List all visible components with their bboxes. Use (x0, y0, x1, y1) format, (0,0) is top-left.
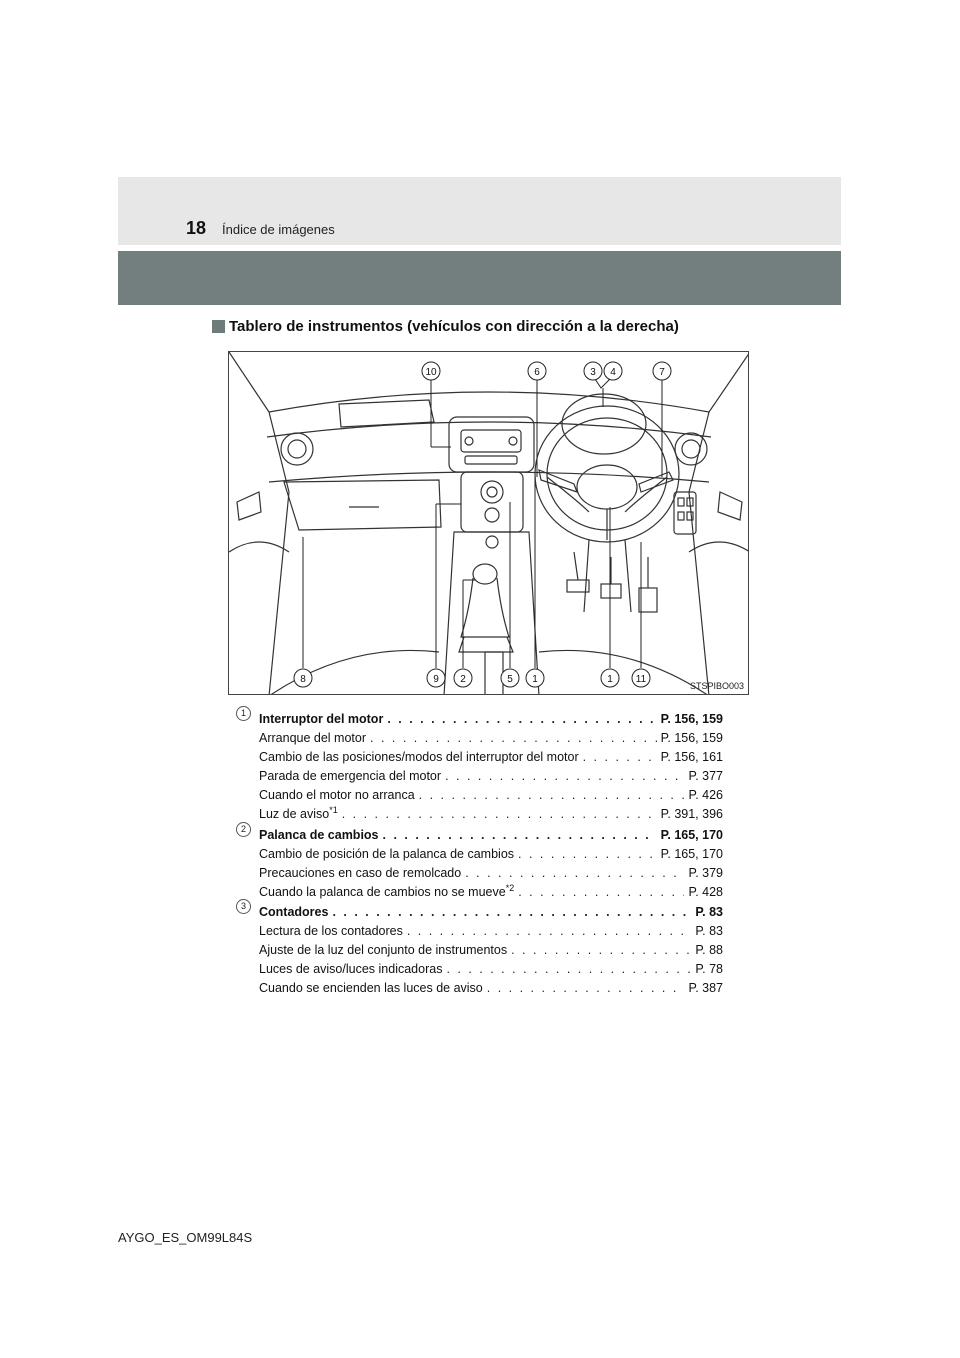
callout-label: 7 (659, 367, 665, 378)
leader-dots (518, 885, 684, 899)
leader-dots (332, 905, 691, 919)
callout-label: 3 (590, 367, 596, 378)
callout-label: 8 (300, 674, 306, 685)
entry-page-ref: P. 379 (688, 866, 723, 880)
callout-label: 1 (532, 674, 538, 685)
item-title: Interruptor del motor (259, 712, 384, 726)
item-title-row (259, 824, 723, 842)
leader-dots (446, 962, 691, 976)
leader-dots (518, 847, 657, 861)
section-name: Índice de imágenes (222, 222, 335, 237)
header-dark-band (118, 251, 841, 305)
section-title: Tablero de instrumentos (vehículos con dirección a la derecha) (229, 318, 679, 335)
entry-label: Luces de aviso/luces indicadoras (259, 962, 443, 976)
entry-label-text: Luz de aviso (259, 807, 330, 821)
callout-label: 11 (635, 674, 647, 685)
document-code: AYGO_ES_OM99L84S (118, 1230, 253, 1245)
section-marker-icon (212, 320, 225, 333)
item-page-ref: P. 165, 170 (660, 828, 723, 842)
leader-dots (370, 731, 657, 745)
entry-page-ref: P. 387 (688, 981, 723, 995)
entry-label: Cambio de posición de la palanca de cambios (259, 847, 515, 861)
item-entry-row (259, 746, 723, 764)
item-entry-row (259, 958, 723, 976)
index-item-2 (236, 822, 724, 898)
callout-label: 10 (425, 367, 437, 378)
item-title-row (259, 708, 723, 726)
item-title: Palanca de cambios (259, 828, 379, 842)
leader-dots (445, 769, 684, 783)
leader-dots (387, 712, 656, 726)
item-entry-row (259, 881, 723, 899)
item-number-badge: 2 (236, 822, 251, 837)
item-title: Contadores (259, 905, 329, 919)
leader-dots (487, 981, 685, 995)
entry-label: Cambio de las posiciones/modos del interruptor del motor (259, 750, 579, 764)
entry-page-ref: P. 391, 396 (660, 807, 723, 821)
leader-dots (407, 924, 692, 938)
item-entry-row (259, 862, 723, 880)
entry-page-ref: P. 428 (688, 885, 723, 899)
entry-label: Cuando se encienden las luces de aviso (259, 981, 483, 995)
figure-code: STSPIBO003 (689, 681, 744, 691)
leader-dots (342, 807, 657, 821)
footnote-marker: *1 (329, 804, 338, 815)
entry-page-ref: P. 156, 161 (660, 750, 723, 764)
callout-label: 2 (460, 674, 466, 685)
dashboard-drawing (229, 352, 749, 695)
entry-page-ref: P. 83 (695, 924, 723, 938)
entry-page-ref: P. 88 (695, 943, 723, 957)
entry-label (259, 883, 514, 899)
item-entry-row (259, 977, 723, 995)
item-entry-row (259, 843, 723, 861)
leader-dots (583, 750, 657, 764)
item-number-badge: 3 (236, 899, 251, 914)
entry-label: Ajuste de la luz del conjunto de instrumentos (259, 943, 508, 957)
index-item-1 (236, 706, 724, 821)
entry-page-ref: P. 78 (695, 962, 723, 976)
item-entry-row (259, 765, 723, 783)
leader-dots (465, 866, 684, 880)
item-page-ref: P. 156, 159 (660, 712, 723, 726)
callout-label: 5 (507, 674, 513, 685)
footnote-marker: *2 (505, 882, 515, 893)
item-entry-row (259, 727, 723, 745)
callout-label: 4 (610, 367, 616, 378)
entry-label: Lectura de los contadores (259, 924, 403, 938)
item-entry-row (259, 939, 723, 957)
callout-label: 1 (607, 674, 613, 685)
entry-page-ref: P. 165, 170 (660, 847, 723, 861)
entry-label: Cuando el motor no arranca (259, 788, 415, 802)
leader-dots (419, 788, 685, 802)
entry-label (259, 805, 338, 821)
entry-label: Parada de emergencia del motor (259, 769, 442, 783)
index-item-3 (236, 899, 724, 995)
item-number-badge: 1 (236, 706, 251, 721)
entry-label: Arranque del motor (259, 731, 367, 745)
leader-dots (511, 943, 691, 957)
item-entry-row (259, 784, 723, 802)
item-entry-row (259, 920, 723, 938)
page-number: 18 (186, 218, 207, 238)
item-entry-row (259, 803, 723, 821)
entry-page-ref: P. 156, 159 (660, 731, 723, 745)
entry-page-ref: P. 426 (688, 788, 723, 802)
callout-label: 9 (433, 674, 439, 685)
callout-label: 6 (534, 367, 540, 378)
entry-label: Precauciones en caso de remolcado (259, 866, 462, 880)
entry-page-ref: P. 377 (688, 769, 723, 783)
item-page-ref: P. 83 (695, 905, 723, 919)
entry-label-text: Cuando la palanca de cambios no se mueve (259, 885, 506, 899)
leader-dots (383, 828, 657, 842)
dashboard-illustration (228, 351, 749, 695)
item-title-row (259, 901, 723, 919)
